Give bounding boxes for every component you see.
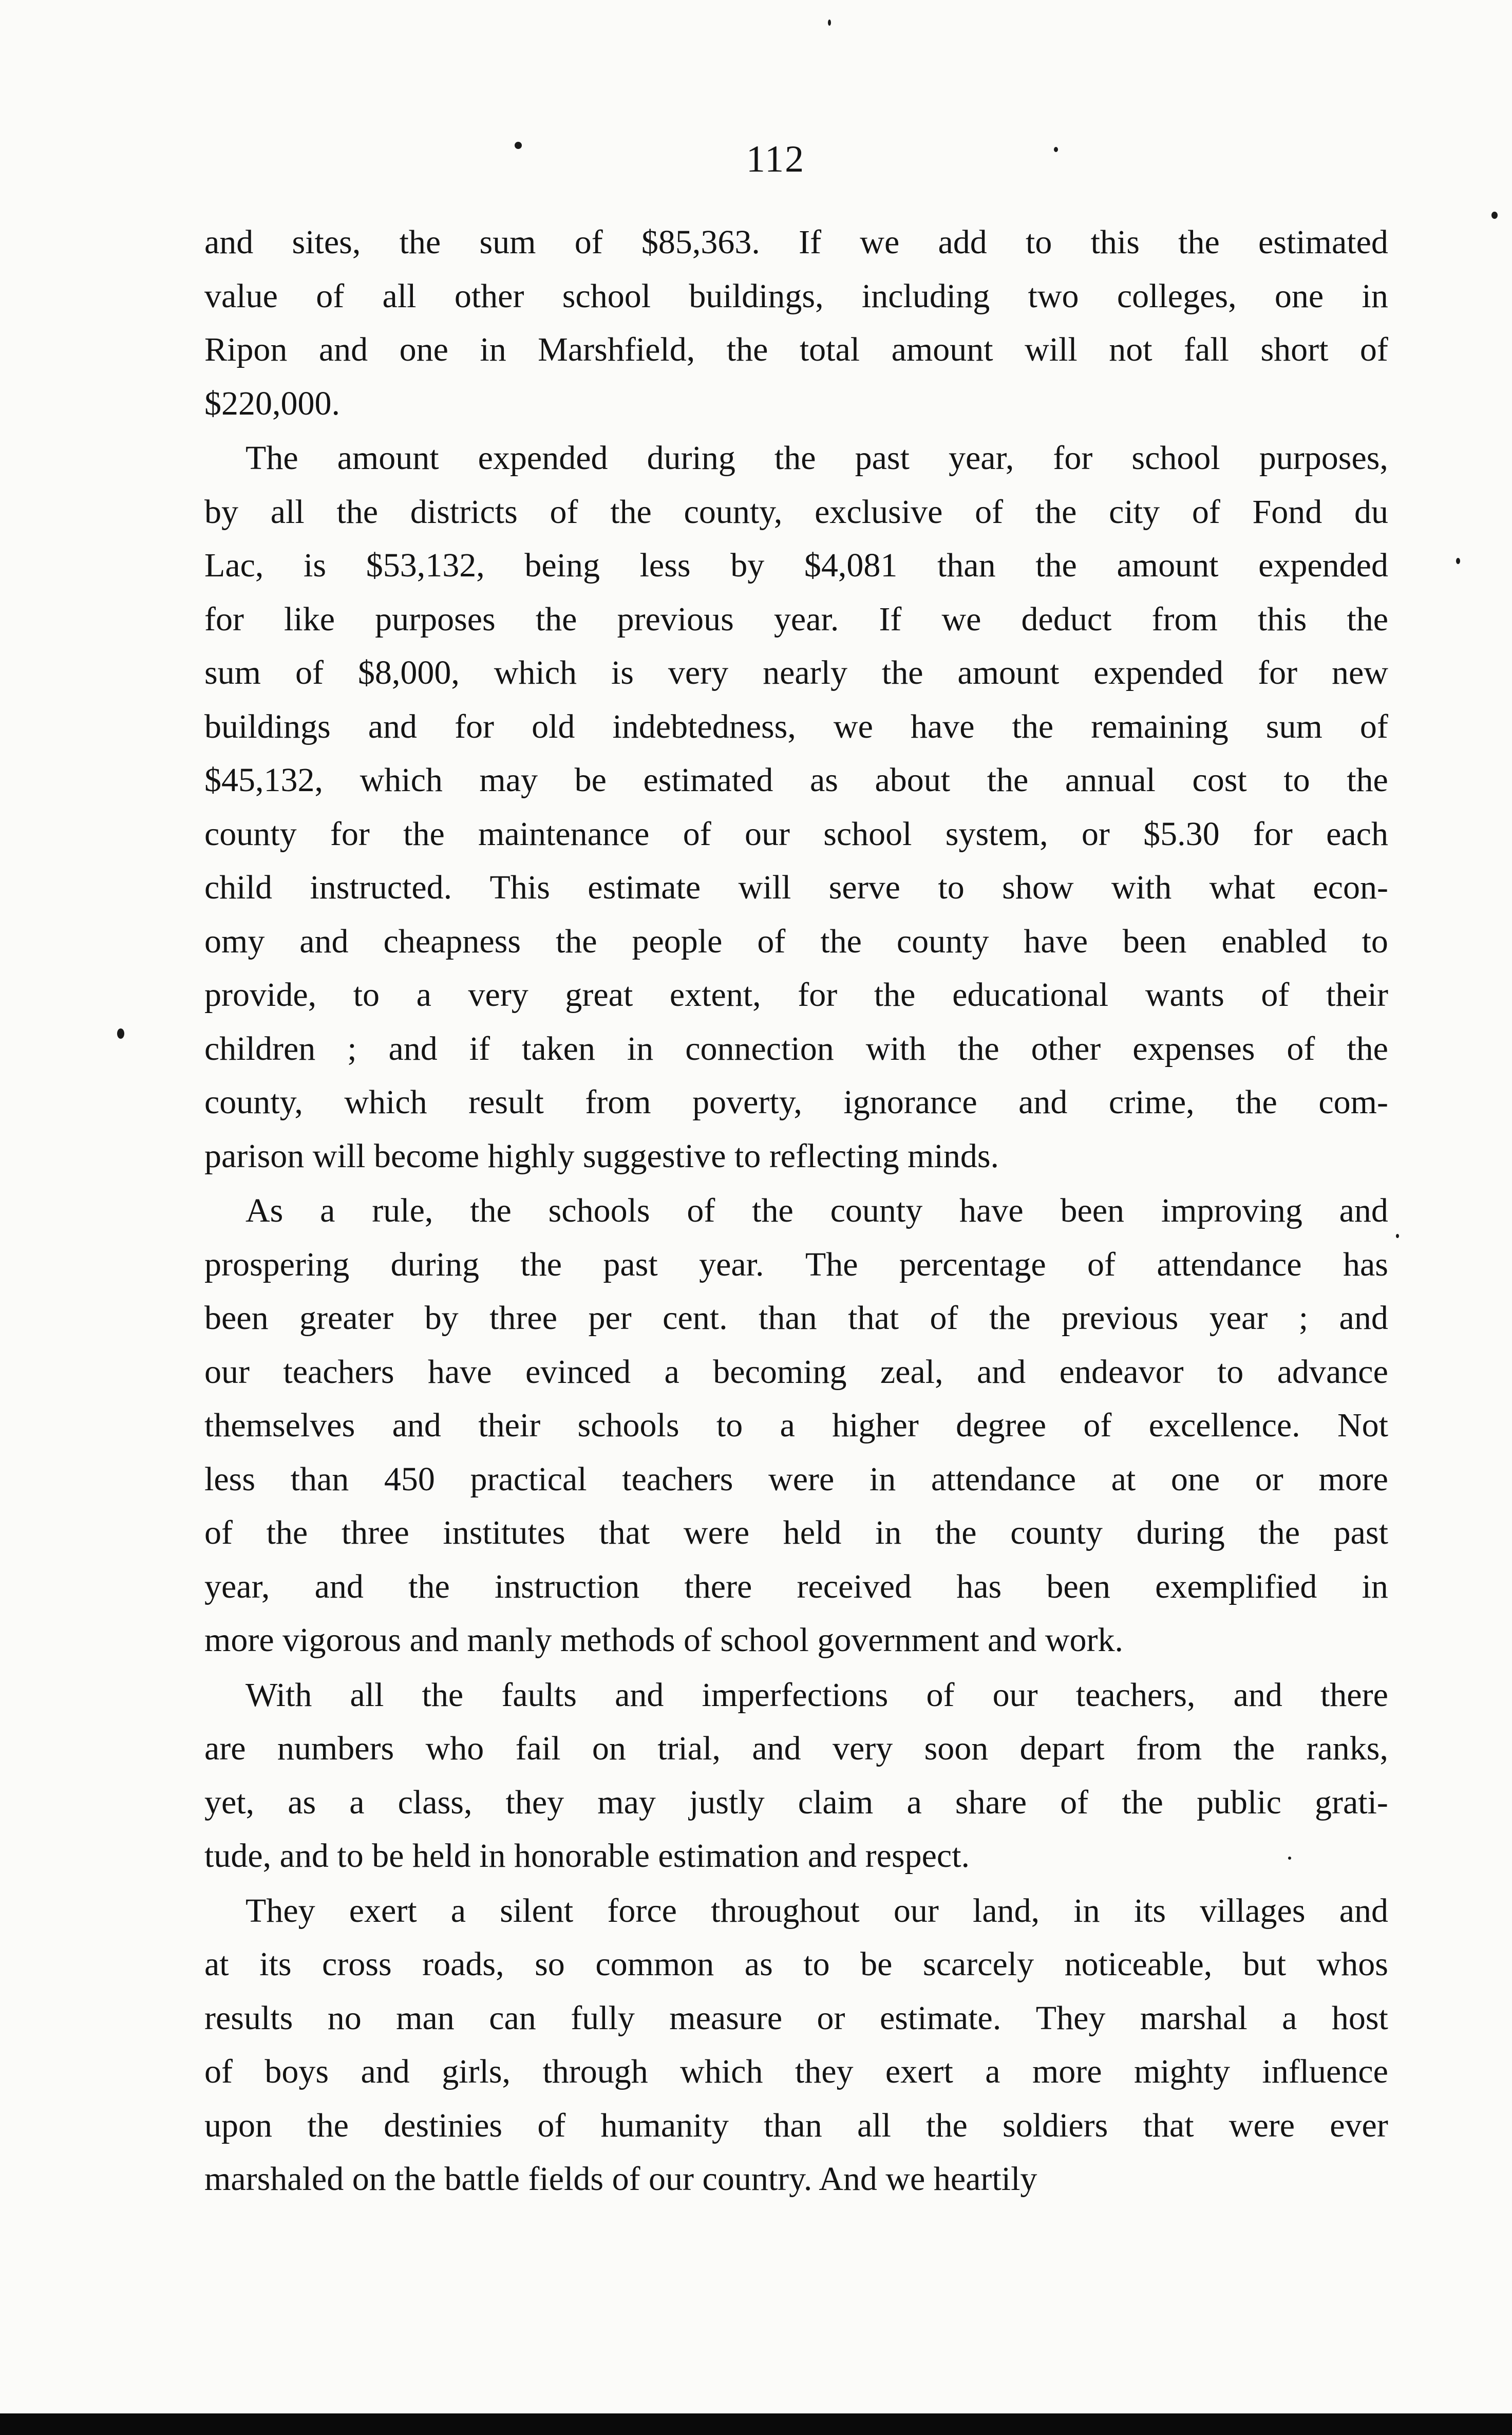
text-line: child instructed. This estimate will serve to show with what econ- — [204, 869, 1388, 906]
text-line: The amount expended during the past year, for school purposes, — [245, 439, 1388, 477]
text-line: upon the destinies of humanity than all the soldiers that were ever — [204, 2106, 1388, 2144]
scan-speck — [515, 142, 522, 149]
text-line: sum of $8,000, which is very nearly the amount expended for new — [204, 654, 1388, 691]
text-line: buildings and for old indebtedness, we have the remaining sum of — [204, 707, 1388, 745]
scan-speck — [1456, 558, 1460, 564]
text-line: prospering during the past year. The percentage of attendance has — [204, 1245, 1388, 1283]
text-line: tude, and to be held in honorable estimation and respect. — [204, 1837, 970, 1875]
text-line: at its cross roads, so common as to be scarcely noticeable, but whos — [204, 1945, 1388, 1983]
text-line: for like purposes the previous year. If we deduct from this the — [204, 600, 1388, 638]
text-line: county, which result from poverty, ignorance and crime, the com- — [204, 1083, 1388, 1121]
text-line: value of all other school buildings, including two colleges, one in — [204, 277, 1388, 315]
paragraph — [204, 1669, 1388, 1883]
scan-speck — [1054, 147, 1058, 152]
page-number: 112 — [746, 138, 805, 180]
text-line: of boys and girls, through which they exert a more mighty influence — [204, 2053, 1388, 2090]
text-line: more vigorous and manly methods of school government and work. — [204, 1621, 1123, 1659]
scan-border-bottom — [0, 2413, 1512, 2435]
paragraph — [204, 216, 1388, 430]
text-line: parison will become highly suggestive to reflecting minds. — [204, 1137, 999, 1175]
text-line: Lac, is $53,132, being less by $4,081 than the amount expended — [204, 547, 1388, 584]
scan-speck — [1491, 212, 1498, 219]
text-line: been greater by three per cent. than that of the previous year ; and — [204, 1299, 1388, 1337]
text-line: by all the districts of the county, exclusive of the city of Fond du — [204, 493, 1388, 531]
text-line: They exert a silent force throughout our land, in its villages and — [245, 1891, 1388, 1930]
paragraph — [204, 432, 1388, 1183]
text-line: are numbers who fail on trial, and very soon depart from the ranks, — [204, 1730, 1388, 1767]
text-line: $220,000. — [204, 384, 340, 422]
text-line: As a rule, the schools of the county have been improving and — [245, 1192, 1388, 1229]
text-line: marshaled on the battle fields of our country. And we heartily — [204, 2160, 1037, 2198]
paragraph — [204, 1884, 1388, 2206]
text-line: omy and cheapness the people of the county have been enabled to — [204, 922, 1388, 960]
text-line: results no man can fully measure or estimate. They marshal a host — [204, 1999, 1388, 2037]
text-line: $45,132, which may be estimated as about the annual cost to the — [204, 761, 1388, 799]
scan-speck — [117, 1028, 124, 1039]
text-line: Ripon and one in Marshfield, the total amount will not fall short of — [204, 331, 1388, 368]
scan-speck — [1396, 1234, 1399, 1238]
text-line: of the three institutes that were held in the county during the past — [204, 1514, 1388, 1551]
paragraph — [204, 1184, 1388, 1668]
text-line: children ; and if taken in connection with the other expenses of the — [204, 1029, 1388, 1067]
text-line: provide, to a very great extent, for the educational wants of their — [204, 976, 1388, 1014]
scan-speck — [828, 20, 831, 26]
text-line: our teachers have evinced a becoming zeal, and endeavor to advance — [204, 1353, 1388, 1391]
body-text — [204, 216, 1388, 2206]
text-line: year, and the instruction there received has been exemplified in — [204, 1567, 1388, 1605]
text-line: themselves and their schools to a higher degree of excellence. Not — [204, 1407, 1388, 1444]
text-line: and sites, the sum of $85,363. If we add to this the estimated — [204, 223, 1388, 261]
text-line: county for the maintenance of our school system, or $5.30 for each — [204, 815, 1388, 853]
text-line: less than 450 practical teachers were in attendance at one or more — [204, 1460, 1388, 1498]
scan-speck — [1288, 1857, 1291, 1860]
text-line: With all the faults and imperfections of our teachers, and there — [245, 1676, 1388, 1714]
text-line: yet, as a class, they may justly claim a share of the public grati- — [204, 1783, 1388, 1821]
